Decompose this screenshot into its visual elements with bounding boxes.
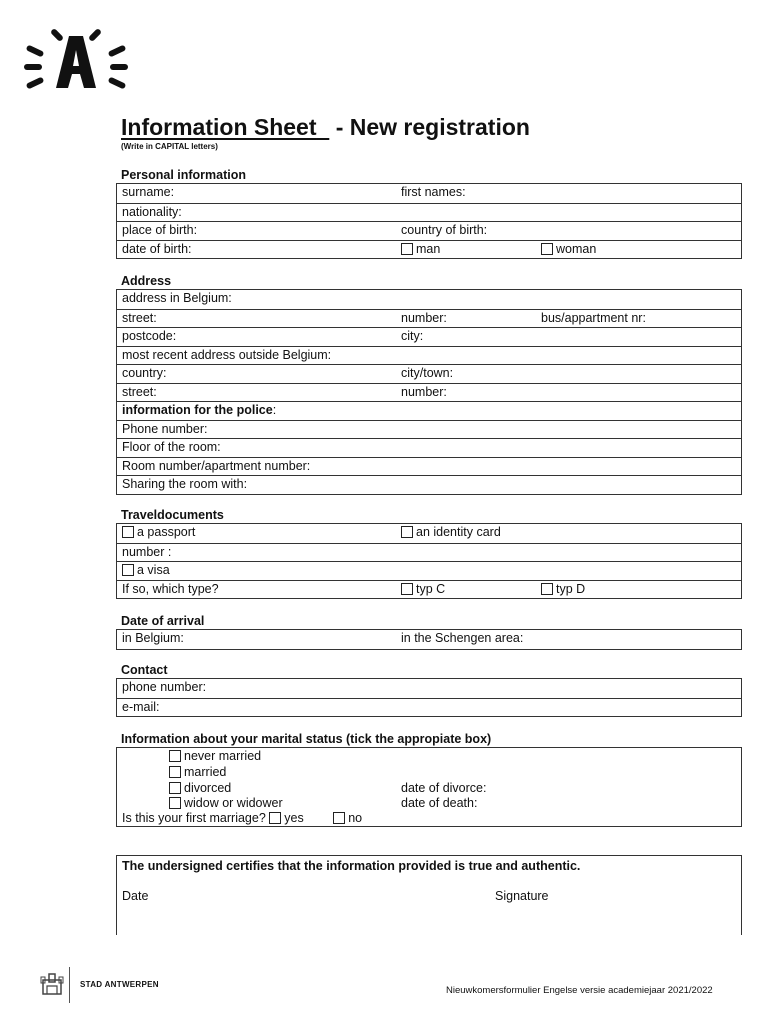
nationality-label: nationality: [122,204,182,219]
typ-d-checkbox-icon[interactable] [541,583,553,595]
contact-heading: Contact [121,663,168,677]
widow-checkbox-icon[interactable] [169,797,181,809]
surname-label: surname: [122,185,175,199]
street-label: street: [122,310,157,325]
contact-phone-label: phone number: [122,680,207,694]
page-subtitle: (Write in CAPITAL letters) [121,142,218,151]
recent-outside-label: most recent address outside Belgium: [122,347,332,362]
place-of-birth-label: place of birth: [122,223,198,237]
passport-checkbox-icon[interactable] [122,526,134,538]
contact-section [116,663,742,717]
police-heading: information for the police [122,403,273,417]
married-label: married [184,765,227,779]
city-crest-icon [40,972,64,998]
footer-divider [69,967,70,1003]
address-table [116,289,742,495]
title-main: Information Sheet [121,114,317,140]
never-married-checkbox-icon[interactable] [169,750,181,762]
married-checkbox-icon[interactable] [169,766,181,778]
passport-label: a passport [137,525,196,539]
personal-table [116,183,742,259]
date-of-birth-label: date of birth: [122,241,192,256]
divorced-checkbox-icon[interactable] [169,782,181,794]
date-of-divorce-label: date of divorce: [401,781,487,795]
number-label: number: [401,310,447,325]
city-town-label: city/town: [401,366,454,380]
in-belgium-label: in Belgium: [122,631,184,645]
police-colon: : [272,403,277,417]
man-label: man [416,241,441,256]
man-checkbox-icon[interactable] [401,243,413,255]
visa-checkbox-icon[interactable] [122,564,134,576]
marital-table [116,747,742,827]
yes-label: yes [284,811,304,825]
floor-label: Floor of the room: [122,440,221,454]
city-label: city: [401,329,424,343]
title-suffix: - New registration [335,114,530,140]
marital-heading: Information about your marital status (tick the appropiate box) [121,732,492,746]
typ-c-checkbox-icon[interactable] [401,583,413,595]
arrival-section [116,614,742,650]
arrival-heading: Date of arrival [121,614,205,628]
address-heading: Address [121,274,172,288]
signature-label: Signature [495,889,549,903]
yes-checkbox-icon[interactable] [269,812,281,824]
email-label: e-mail: [122,699,160,714]
schengen-label: in the Schengen area: [401,631,524,645]
sharing-label: Sharing the room with: [122,477,248,491]
personal-section [116,168,742,259]
country-label: country: [122,366,167,380]
typ-c-label: typ C [416,581,446,596]
address-in-belgium-label: address in Belgium: [122,291,232,305]
travel-heading: Traveldocuments [121,508,224,522]
travel-section [116,508,742,599]
contact-table [116,678,742,717]
footer-version: Nieuwkomersformulier Engelse versie academiejaar 2021/2022 [446,985,713,996]
which-type-label: If so, which type? [122,581,219,596]
no-label: no [348,811,363,825]
date-label: Date [122,889,149,903]
date-of-death-label: date of death: [401,796,478,810]
identity-card-label: an identity card [416,525,501,539]
travel-table [116,523,742,599]
visa-label: a visa [137,563,170,577]
first-marriage-label: Is this your first marriage? [122,811,266,825]
room-label: Room number/apartment number: [122,458,311,473]
street2-label: street: [122,384,157,399]
footer-org: STAD ANTWERPEN [80,980,159,989]
page-title [121,114,530,141]
identity-card-checkbox-icon[interactable] [401,526,413,538]
postcode-label: postcode: [122,329,177,343]
personal-heading: Personal information [121,168,247,182]
number2-label: number: [401,384,447,399]
widow-label: widow or widower [184,796,283,810]
never-married-label: never married [184,749,262,763]
country-of-birth-label: country of birth: [401,223,488,237]
woman-label: woman [556,241,597,256]
phone-label: Phone number: [122,421,208,436]
first-names-label: first names: [401,185,466,199]
no-checkbox-icon[interactable] [333,812,345,824]
bus-label: bus/appartment nr: [541,310,646,325]
woman-checkbox-icon[interactable] [541,243,553,255]
address-section [116,274,742,495]
certification-box [116,855,742,935]
antwerpen-logo [22,26,132,96]
arrival-table [116,629,742,650]
typ-d-label: typ D [556,581,586,596]
marital-section [116,732,742,827]
divorced-label: divorced [184,781,232,795]
certify-statement: The undersigned certifies that the information provided is true and authentic. [122,859,581,873]
doc-number-label: number : [122,544,172,559]
